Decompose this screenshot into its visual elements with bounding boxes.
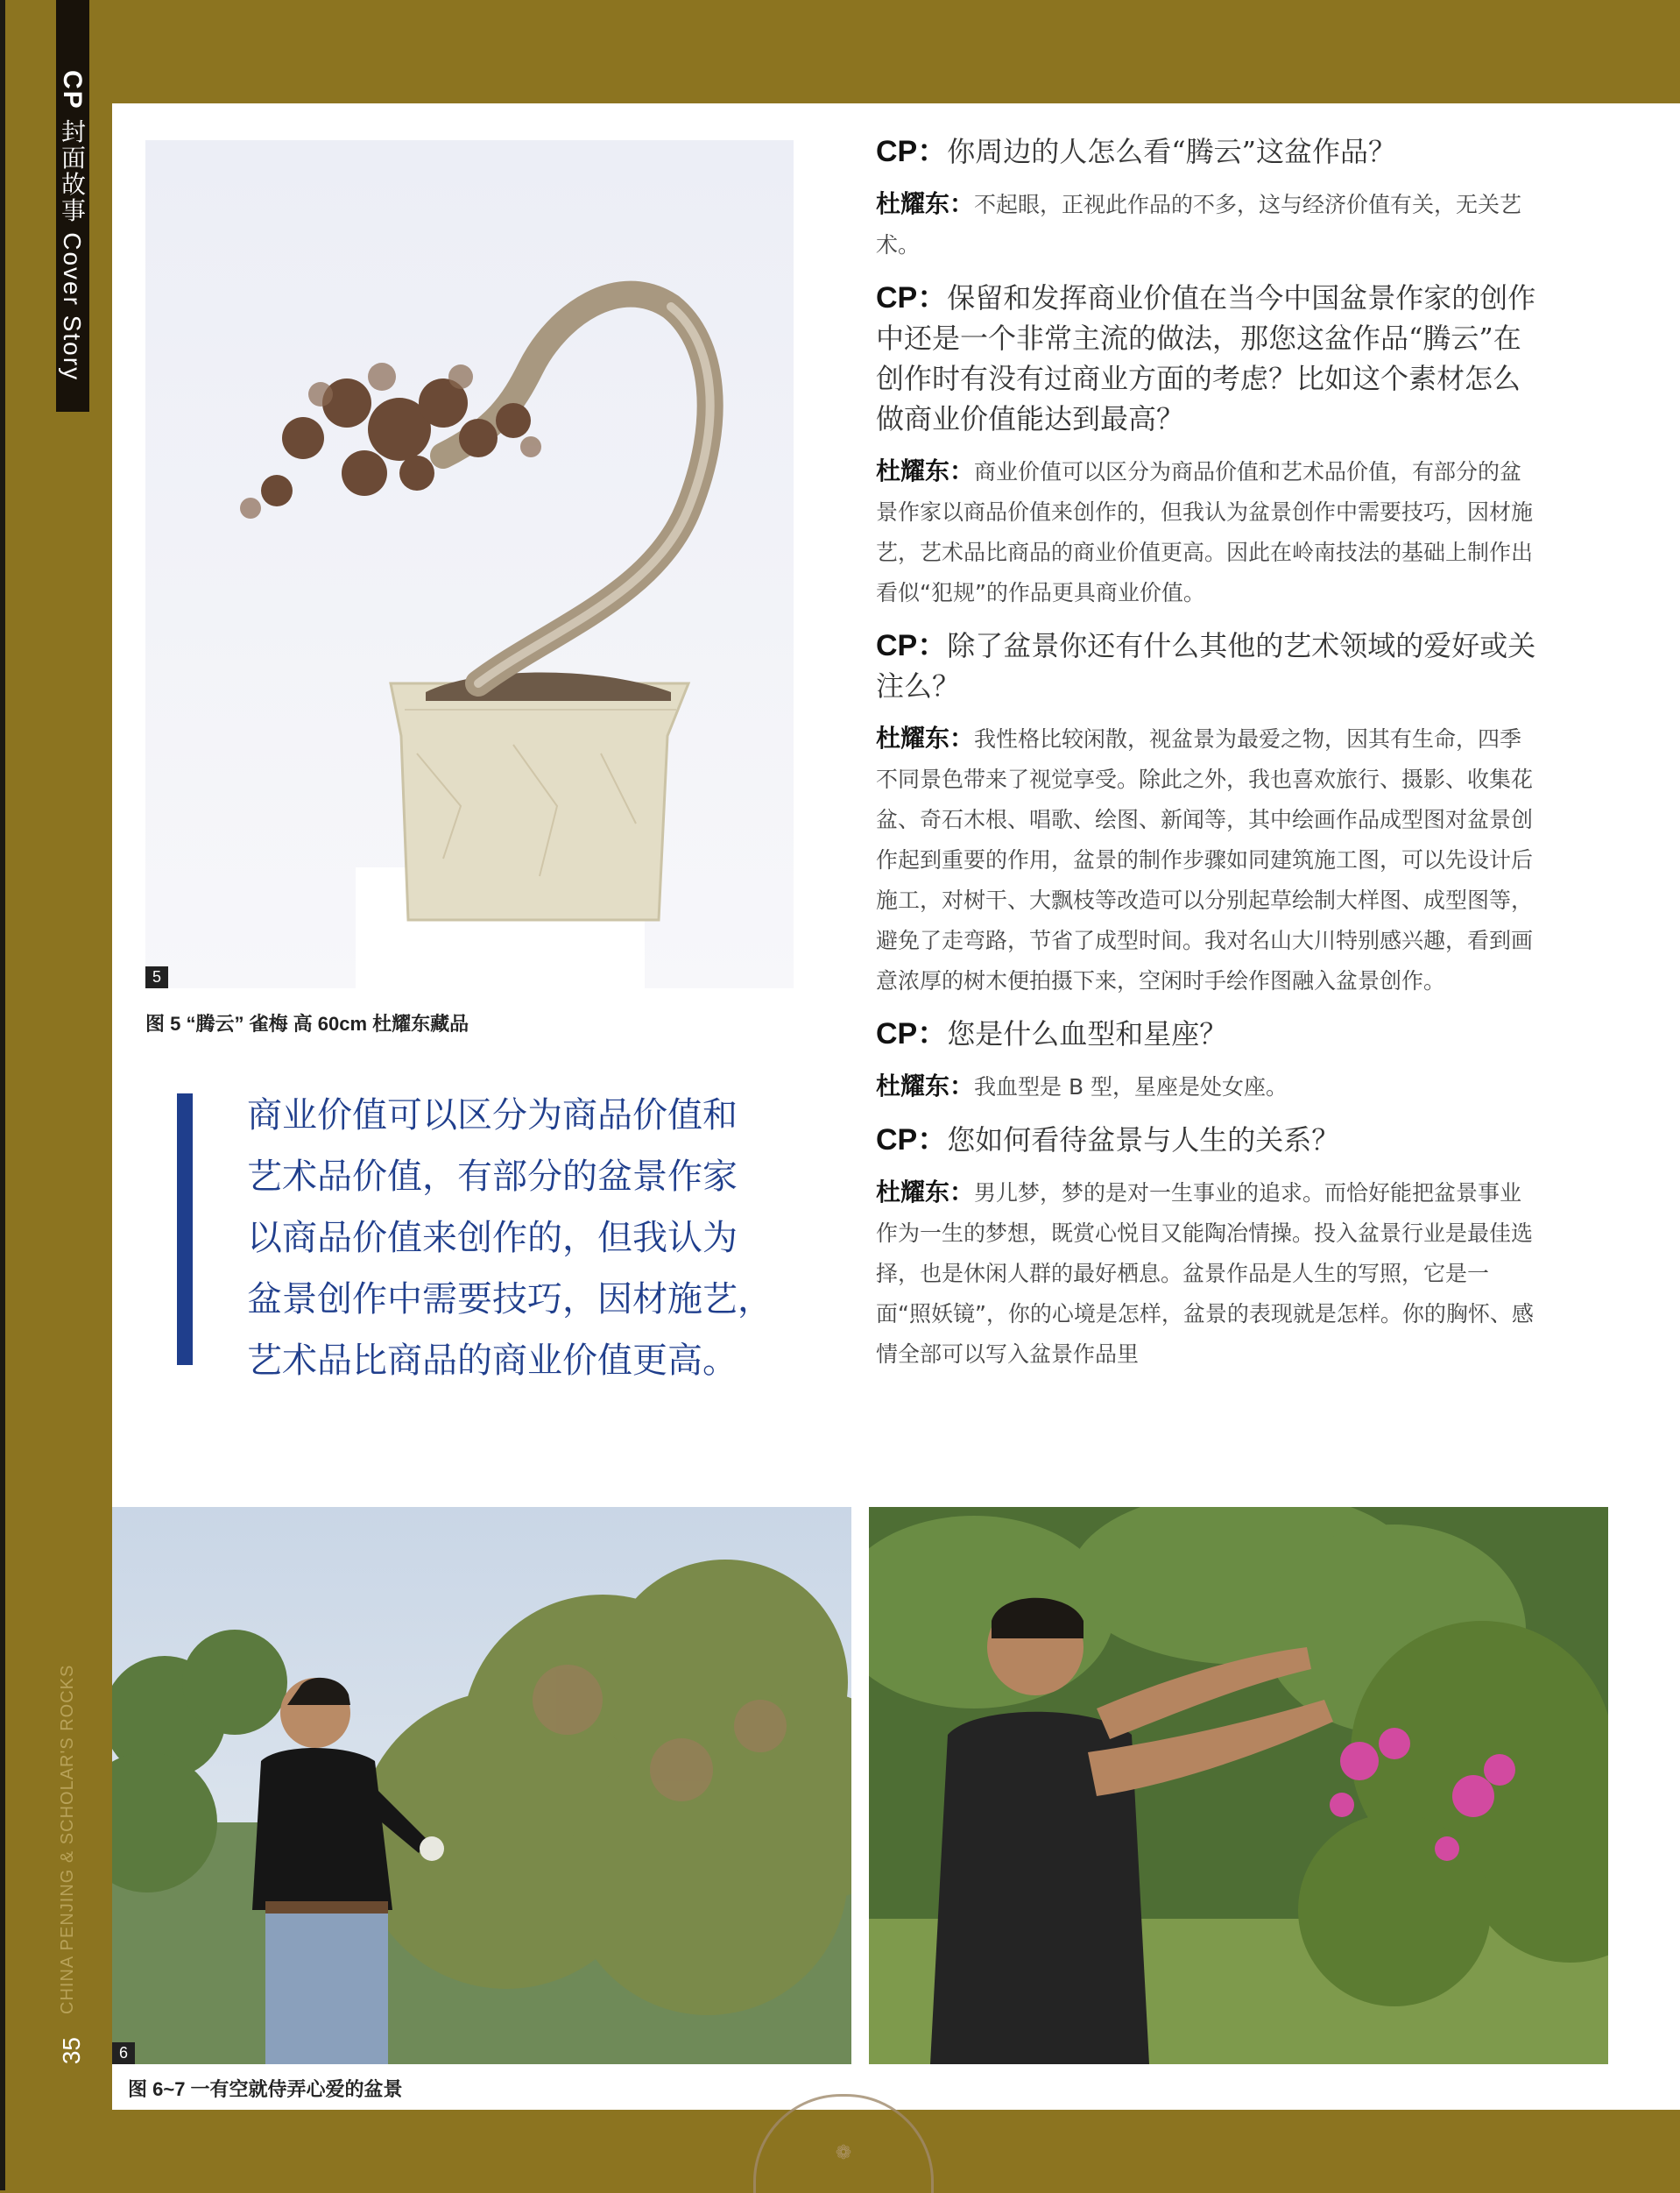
- answer: [876, 1066, 1543, 1107]
- question: [876, 278, 1543, 439]
- figure-number: 6: [112, 2042, 135, 2064]
- answer-tag: 杜耀东：: [876, 1178, 975, 1206]
- figure-caption: 图 6~7 一有空就侍弄心爱的盆景: [128, 2078, 403, 2100]
- pull-quote-line: 商业价值可以区分为商品价值和: [247, 1095, 738, 1135]
- answer: [876, 1172, 1543, 1375]
- pull-quote-bar: [177, 1093, 193, 1365]
- section-title: 封面故事 Cover Story: [59, 118, 86, 382]
- answer-tag: 杜耀东：: [876, 1072, 975, 1100]
- answer-text: 商业价值可以区分为商品价值和艺术品价值，有部分的盆景作家以商品价值来创作的，但我认为盆景创作中需要技巧，因材施艺，艺术品比商品的商业价值更高。因此在岭南技法的基础上制作出看似“犯规”的作品更具商业价值。: [876, 459, 1534, 605]
- answer-text: 我性格比较闲散，视盆景为最爱之物，因其有生命，四季不同景色带来了视觉享受。除此之外，我也喜欢旅行、摄影、收集花盆、奇石木根、唱歌、绘图、新闻等，其中绘画作品成型图对盆景创作起到重要的作用，盆景的制作步骤如同建筑施工图，可以先设计后施工，对树干、大飘枝等改造可以分别起草绘制大样图、成型图等，避免了走弯路，节省了成型时间。我对名山大川特别感兴趣，看到画意浓厚的树木便拍摄下来，空闲时手绘作图融入盆景创作。: [876, 726, 1534, 994]
- answer: [876, 718, 1543, 1001]
- pull-quote-line: 盆景创作中需要技巧，因材施艺，: [247, 1279, 773, 1319]
- section-label: [56, 70, 89, 403]
- question-tag: CP：: [876, 281, 948, 315]
- section-cp: CP: [58, 70, 87, 110]
- bonsai-illustration: [145, 140, 794, 988]
- question: [876, 1014, 1543, 1054]
- magazine-name: CHINA PENJING & SCHOLAR'S ROCKS: [58, 1665, 77, 2015]
- page-edge-strip: [0, 0, 5, 2190]
- figure-number: 5: [145, 966, 168, 988]
- question: [876, 1120, 1543, 1160]
- pruning-photo-left: [112, 1507, 851, 2064]
- answer-tag: 杜耀东：: [876, 724, 975, 753]
- question-text: 你周边的人怎么看“腾云”这盆作品？: [947, 135, 1396, 168]
- question-tag: CP：: [876, 135, 948, 168]
- question-text: 您如何看待盆景与人生的关系？: [947, 1123, 1340, 1157]
- answer: [876, 451, 1543, 613]
- watermark-glyph: ❁: [835, 2142, 852, 2164]
- pruning-illustration-right: [869, 1507, 1608, 2064]
- question-tag: CP：: [876, 1017, 948, 1051]
- question: [876, 131, 1543, 172]
- pruning-photo-right: [869, 1507, 1608, 2064]
- question-text: 除了盆景你还有什么其他的艺术领域的爱好或关注么？: [876, 629, 1536, 703]
- answer-text: 我血型是 B 型，星座是处女座。: [974, 1074, 1288, 1100]
- answer: [876, 184, 1543, 265]
- answer-tag: 杜耀东：: [876, 189, 975, 218]
- question-tag: CP：: [876, 629, 948, 662]
- answer-tag: 杜耀东：: [876, 456, 975, 485]
- answer-text: 不起眼，正视此作品的不多，这与经济价值有关，无关艺术。: [876, 192, 1522, 258]
- pull-quote-line: 以商品价值来创作的，但我认为: [247, 1218, 738, 1258]
- question: [876, 626, 1543, 706]
- pruning-illustration-left: [112, 1507, 851, 2064]
- figure-caption: 图 5 “腾云” 雀梅 高 60cm 杜耀东藏品: [145, 1013, 469, 1035]
- question-text: 保留和发挥商业价值在当今中国盆景作家的创作中还是一个非常主流的做法，那您这盆作品“腾云”在创作时有没有过商业方面的考虑？比如这个素材怎么做商业价值能达到最高？: [876, 281, 1536, 435]
- bonsai-photo: [145, 140, 794, 988]
- pull-quote: [247, 1085, 799, 1391]
- question-tag: CP：: [876, 1123, 948, 1157]
- pull-quote-line: 艺术品比商品的商业价值更高。: [247, 1341, 738, 1381]
- pull-quote-line: 艺术品价值，有部分的盆景作家: [247, 1157, 738, 1197]
- page-number: 35: [58, 2037, 85, 2065]
- answer-text: 男儿梦，梦的是对一生事业的追求。而恰好能把盆景事业作为一生的梦想，既赏心悦目又能陶冶情操。投入盆景行业是最佳选择，也是休闲人群的最好栖息。盆景作品是人生的写照，它是一面“照妖镜”，你的心境是怎样，盆景的表现就是怎样。你的胸怀、感情全部可以写入盆景作品里: [876, 1180, 1534, 1367]
- interview-column: [876, 131, 1543, 1387]
- question-text: 您是什么血型和星座？: [947, 1017, 1228, 1051]
